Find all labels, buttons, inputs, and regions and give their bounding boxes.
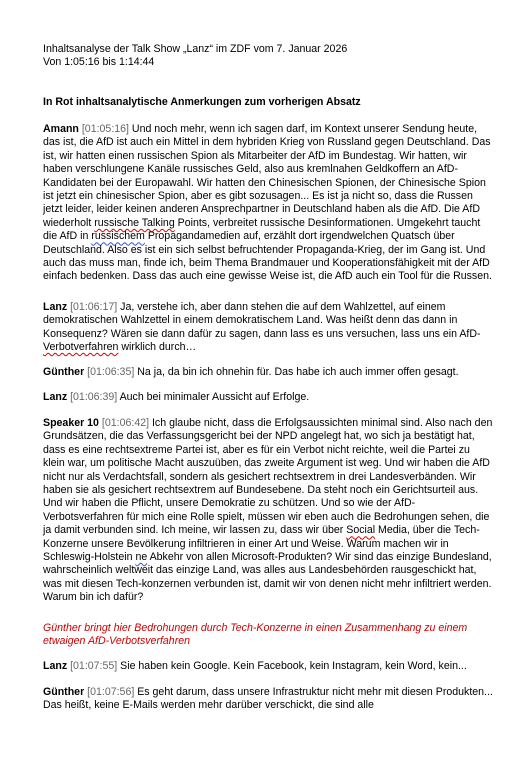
paragraph-guenther-1 xyxy=(43,366,493,379)
document-header xyxy=(43,43,493,70)
paragraph-lanz-3 xyxy=(43,660,493,673)
paragraph-text: Ich glaube nicht, dass die Erfolgsaussichten minimal sind. Also nach den Grundsätzen, die das Verfassungsgericht bei der NPD angelegt hat, wo sich ja bestätigt hat, dass es eine rechtsextreme Partei ist, aber es für ein Verbot nicht reichte, weil die Partei zu klein war, um politische Macht auszuüben, das zweite Argument ist weg. Und wir haben die AfD nicht nur als Verdachtsfall, sondern als gesichert rechtsextrem in drei Landesverbänden. Wir haben sie als gesichert rechtsextrem auf Bundesebene. Da steht noch ein Gerichtsurteil aus. Und wir haben die Pflicht, unsere Demokratie zu schützen. Und so wie der AfD-Verbotsverfahren für mich eine Rolle spielt, müssen wir eben auch die Bedrohungen sehen, die ja damit verbunden sind. Ich meine, wir lassen zu, dass wir über xyxy=(43,417,493,537)
spellcheck-flagged-text: russische Talking xyxy=(94,216,175,229)
paragraph-lanz-2 xyxy=(43,391,493,404)
speaker-name: Günther xyxy=(43,366,85,378)
timestamp: [01:05:16] xyxy=(81,123,129,135)
paragraph-text: Points, verbreitet russische Desinformationen. Umgekehrt taucht die AfD in xyxy=(43,216,481,243)
paragraph-text: Ja, verstehe ich, aber dann stehen die auf dem Wahlzettel, auf einem demokratischen Wahlzettel in einem demokratischem Land. Was heißt denn das dann in Konsequenz? Wären sie dann dafür zu sagen, dann lass es uns versuchen, lass uns ein AfD- xyxy=(43,301,481,340)
analysis-note: Günther bringt hier Bedrohungen durch Tech-Konzerne in einen Zusammenhang zu einem etwaigen AfD-Verbotsverfahren xyxy=(43,622,468,648)
grammar-flagged-text: russischem xyxy=(91,230,145,243)
speaker-name: Günther xyxy=(43,686,85,698)
paragraph-speaker10 xyxy=(43,417,493,605)
timestamp: [01:06:17] xyxy=(70,301,118,313)
paragraph-text: Abkehr von allen Microsoft-Produkten? Wir sind das einzige Bundesland, wahrscheinlich weltweit das einzige Land, was alles aus Landesbehörden rausgeschickt hat, was mit diesen Tech-konzernen verbunden ist, damit wir von denen nicht mehr infiltriert werden. Warum bin ich dafür? xyxy=(43,551,492,604)
timestamp: [01:07:55] xyxy=(70,660,118,672)
paragraph-text: Media, über die Tech-Konzerne unsere Bevölkerung infiltrieren in einer Art und Weise. Warum machen wir in Schleswig-Holstein xyxy=(43,524,480,564)
section-subheading: In Rot inhaltsanalytische Anmerkungen zum vorherigen Absatz xyxy=(43,96,361,108)
timestamp: [01:06:39] xyxy=(70,391,118,403)
paragraph-text: Es geht darum, dass unsere Infrastruktur nicht mehr mit diesen Produkten... Das heißt, keine E-Mails werden mehr darüber verschickt, die sind alle xyxy=(43,686,493,712)
speaker-name: Lanz xyxy=(43,301,68,313)
header-time-range: Von 1:05:16 bis 1:14:44 xyxy=(43,56,155,69)
paragraph-text: Propagandamedien auf, erzählt dort irgendwelchen Quatsch über Deutschland. Also es ist ein sich selbst befruchtender Propaganda-Krieg, der im Gang ist. Und auch das muss man, finde ich, beim Thema Brandmauer und Kooperationsfähigkeit mit der AfD einfach bedenken. Dass das auch eine gewisse Weise ist, die AfD auch ein Tool für die Russen. xyxy=(43,230,492,283)
paragraph-text: Und noch mehr, wenn ich sagen darf, im Kontext unserer Sendung heute, das ist, die AfD ist auch ein Mittel in dem hybriden Krieg von Russland gegen Deutschland. Das ist, wir hatten einen russischen Spion als Mitarbeiter der AfD im Bundestag. Wir hatten, wir haben verschlungene Kanäle russisches Geld, also aus kremlnahen Geldkoffern an AfD-Kandidaten bei der Europawahl. Wir hatten den Chinesischen Spionen, der Chinesische Spion ist jetzt ein chinesischer Spion, aber es gibt sozusagen... Es ist ja nicht so, dass die Russen jetzt leider, leider keinen anderen Ansprechpartner in Deutschland haben als die AfD. Die AfD wiederholt xyxy=(43,123,491,229)
paragraph-text: wirklich durch… xyxy=(118,341,197,354)
spellcheck-flagged-text: Verbotverfahren xyxy=(43,341,119,354)
speaker-name: Amann xyxy=(43,123,79,135)
header-title: Inhaltsanalyse der Talk Show „Lanz“ im ZDF vom 7. Januar 2026 xyxy=(43,43,348,55)
spellcheck-flagged-text: Social xyxy=(346,524,376,537)
paragraph-text: Na ja, da bin ich ohnehin für. Das habe ich auch immer offen gesagt. xyxy=(134,366,459,378)
grammar-flagged-text: ne xyxy=(135,551,148,564)
paragraph-amann-1 xyxy=(43,123,493,284)
paragraph-text: Sie haben kein Google. Kein Facebook, kein Instagram, kein Word, kein... xyxy=(117,660,467,672)
paragraph-text: Auch bei minimaler Aussicht auf Erfolge. xyxy=(117,391,310,403)
timestamp: [01:06:42] xyxy=(101,417,150,429)
paragraph-lanz-1 xyxy=(43,301,493,355)
speaker-name: Speaker 10 xyxy=(43,417,99,429)
timestamp: [01:06:35] xyxy=(87,366,135,378)
timestamp: [01:07:56] xyxy=(87,686,135,698)
speaker-name: Lanz xyxy=(43,660,68,672)
paragraph-guenther-2 xyxy=(43,686,493,713)
speaker-name: Lanz xyxy=(43,391,68,403)
